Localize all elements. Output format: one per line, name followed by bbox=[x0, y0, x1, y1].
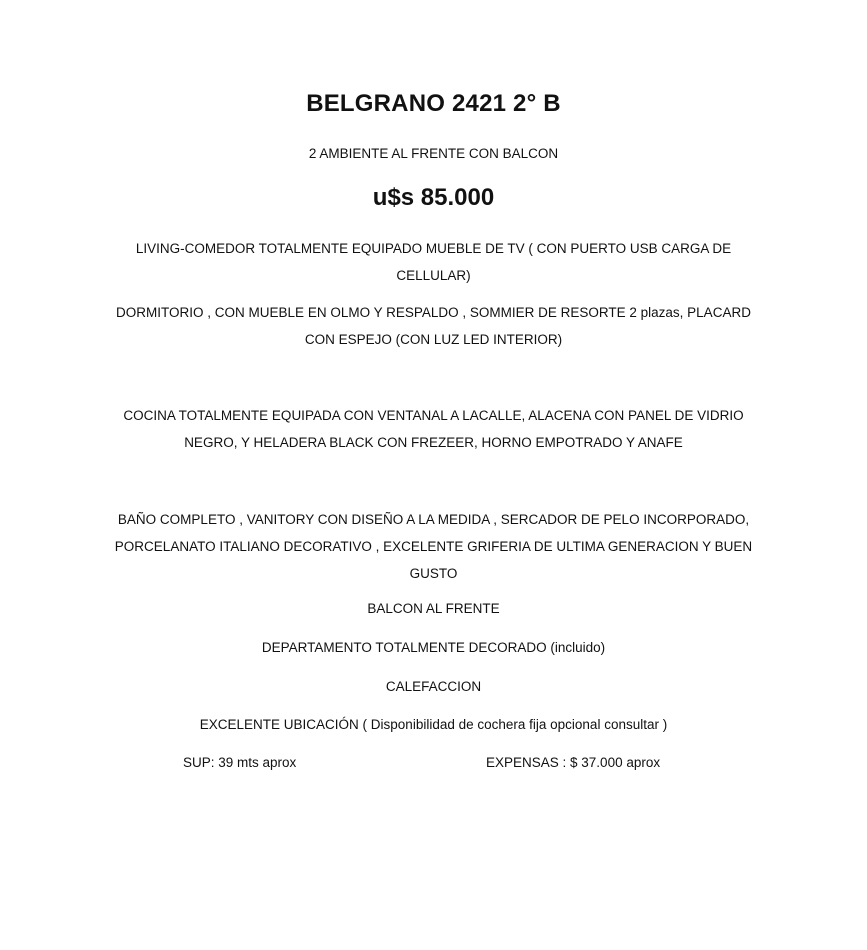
bedroom-description: DORMITORIO , CON MUEBLE EN OLMO Y RESPALDO , SOMMIER DE RESORTE 2 plazas, PLACARD CON ESPEJO (CON LUZ LED INTERIOR) bbox=[116, 305, 751, 347]
listing-title: BELGRANO 2421 2° B bbox=[306, 90, 561, 117]
surface-info: SUP: 39 mts aprox bbox=[183, 755, 297, 770]
feature-balcony: BALCON AL FRENTE bbox=[367, 601, 500, 616]
expenses-info: EXPENSAS : $ 37.000 aprox bbox=[486, 755, 661, 770]
listing-price: u$s 85.000 bbox=[372, 184, 495, 211]
feature-decorated: DEPARTAMENTO TOTALMENTE DECORADO (incluido) bbox=[261, 640, 606, 655]
feature-heating: CALEFACCION bbox=[385, 679, 482, 694]
listing-subtitle: 2 AMBIENTE AL FRENTE CON BALCON bbox=[308, 146, 559, 161]
kitchen-description: COCINA TOTALMENTE EQUIPADA CON VENTANAL A LACALLE, ALACENA CON PANEL DE VIDRIO NEGRO, Y HELADERA BLACK CON FREZEER, HORNO EMPOTRADO Y ANAFE bbox=[123, 408, 744, 450]
feature-location: EXCELENTE UBICACIÓN ( Disponibilidad de cochera fija opcional consultar ) bbox=[199, 717, 668, 732]
bathroom-description: BAÑO COMPLETO , VANITORY CON DISEÑO A LA MEDIDA , SERCADOR DE PELO INCORPORADO, PORCELANATO ITALIANO DECORATIVO , EXCELENTE GRIFERIA DE ULTIMA GENERACION Y BUEN GUSTO bbox=[114, 512, 753, 581]
living-description: LIVING-COMEDOR TOTALMENTE EQUIPADO MUEBLE DE TV ( CON PUERTO USB CARGA DE CELLULAR) bbox=[135, 241, 732, 283]
